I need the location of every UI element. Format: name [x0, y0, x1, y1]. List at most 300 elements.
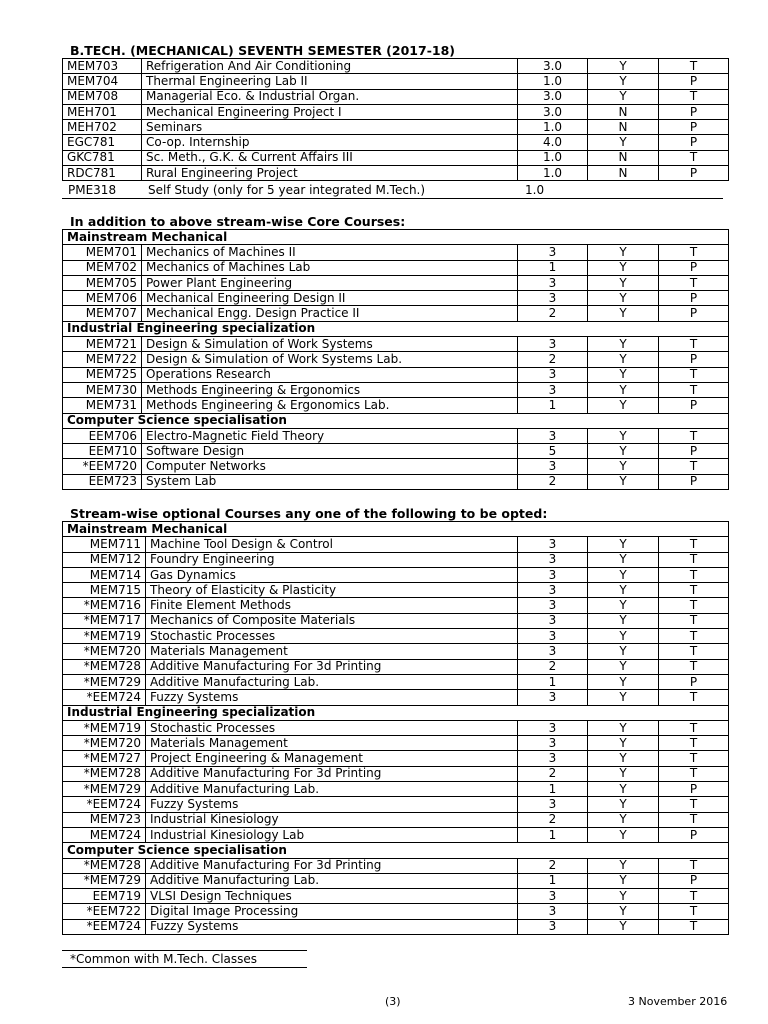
course-code: MEM725: [63, 367, 142, 382]
course-credits: 2: [518, 812, 588, 827]
course-title: Co-op. Internship: [142, 135, 518, 150]
course-exam: Y: [588, 352, 659, 367]
course-code: MEM724: [63, 827, 146, 842]
course-exam: Y: [588, 74, 659, 89]
course-exam: Y: [588, 889, 659, 904]
course-credits: 4.0: [518, 135, 588, 150]
course-type: T: [659, 150, 729, 165]
semester-course-table: [62, 58, 729, 181]
course-exam: Y: [588, 135, 659, 150]
course-credits: 3: [518, 797, 588, 812]
section-title: Industrial Engineering specialization: [63, 705, 729, 720]
course-credits: 3: [518, 644, 588, 659]
course-credits: 2: [518, 766, 588, 781]
course-code: MEM721: [63, 337, 142, 352]
course-code: MEM714: [63, 567, 146, 582]
course-type: P: [659, 398, 729, 413]
section-title: Mainstream Mechanical: [63, 522, 729, 537]
course-code: MEM702: [63, 260, 142, 275]
course-type: T: [659, 598, 729, 613]
course-title: Thermal Engineering Lab II: [142, 74, 518, 89]
course-row: [63, 382, 729, 397]
course-row: [63, 135, 729, 150]
course-exam: Y: [588, 659, 659, 674]
course-type: T: [659, 889, 729, 904]
course-title: Mechanical Engg. Design Practice II: [142, 306, 518, 321]
course-type: P: [659, 782, 729, 797]
self-study-row: [62, 183, 723, 199]
course-code: *EEM724: [63, 690, 146, 705]
course-code: *MEM719: [63, 720, 146, 735]
course-title: Theory of Elasticity & Plasticity: [146, 583, 518, 598]
course-type: P: [659, 474, 729, 489]
course-credits: 2: [518, 306, 588, 321]
course-row: [63, 598, 729, 613]
course-code: RDC781: [63, 166, 142, 181]
course-title: Mechanics of Machines Lab: [142, 260, 518, 275]
course-credits: 3: [518, 275, 588, 290]
course-credits: 3: [518, 889, 588, 904]
course-code: EEM706: [63, 428, 142, 443]
course-credits: 3: [518, 367, 588, 382]
course-code: MEM715: [63, 583, 146, 598]
course-type: T: [659, 459, 729, 474]
course-credits: 3: [518, 337, 588, 352]
course-type: P: [659, 104, 729, 119]
page-number: (3): [385, 995, 401, 1008]
course-code: *MEM717: [63, 613, 146, 628]
course-credits: 3: [518, 736, 588, 751]
course-exam: Y: [588, 858, 659, 873]
course-exam: Y: [588, 59, 659, 74]
course-title: Fuzzy Systems: [146, 919, 518, 934]
course-credits: 3: [518, 459, 588, 474]
course-credits: 3.0: [518, 59, 588, 74]
course-credits: 1.0: [518, 166, 588, 181]
course-code: *MEM728: [63, 766, 146, 781]
course-type: P: [659, 166, 729, 181]
course-row: [63, 59, 729, 74]
course-title: System Lab: [142, 474, 518, 489]
course-row: [63, 459, 729, 474]
course-type: P: [659, 873, 729, 888]
course-credits: 3: [518, 382, 588, 397]
course-title: Computer Networks: [142, 459, 518, 474]
course-credits: 5: [518, 444, 588, 459]
course-row: [63, 904, 729, 919]
course-row: [63, 444, 729, 459]
course-code: *EEM720: [63, 459, 142, 474]
course-type: T: [659, 89, 729, 104]
course-type: T: [659, 382, 729, 397]
course-exam: N: [588, 150, 659, 165]
course-title: VLSI Design Techniques: [146, 889, 518, 904]
course-title: Additive Manufacturing For 3d Printing: [146, 659, 518, 674]
course-code: MEM705: [63, 275, 142, 290]
course-type: T: [659, 690, 729, 705]
course-row: [63, 120, 729, 135]
course-row: [63, 352, 729, 367]
course-code: *EEM722: [63, 904, 146, 919]
course-credits: 2: [518, 659, 588, 674]
core-course-table: [62, 229, 729, 490]
course-title: Foundry Engineering: [146, 552, 518, 567]
course-credits: 3: [518, 629, 588, 644]
course-credits: 3: [518, 537, 588, 552]
course-row: [63, 782, 729, 797]
course-row: [63, 337, 729, 352]
course-credits: 1: [518, 674, 588, 689]
course-code: MEM708: [63, 89, 142, 104]
course-row: [63, 74, 729, 89]
course-row: [63, 751, 729, 766]
course-row: [63, 613, 729, 628]
course-title: Materials Management: [146, 644, 518, 659]
course-row: [63, 674, 729, 689]
course-title: Additive Manufacturing Lab.: [146, 873, 518, 888]
course-type: T: [659, 583, 729, 598]
course-title: Managerial Eco. & Industrial Organ.: [142, 89, 518, 104]
course-row: [63, 104, 729, 119]
course-code: *EEM724: [63, 797, 146, 812]
section-row: [63, 413, 729, 428]
optional-course-table: [62, 521, 729, 935]
course-title: Mechanics of Composite Materials: [146, 613, 518, 628]
course-title: Mechanical Engineering Design II: [142, 291, 518, 306]
course-code: MEM712: [63, 552, 146, 567]
course-title: Design & Simulation of Work Systems Lab.: [142, 352, 518, 367]
course-credits: 1: [518, 827, 588, 842]
course-exam: Y: [588, 751, 659, 766]
course-type: T: [659, 659, 729, 674]
core-courses-heading: In addition to above stream-wise Core Courses:: [70, 214, 406, 229]
footnote-divider: [62, 950, 307, 951]
course-exam: Y: [588, 428, 659, 443]
course-code: *MEM719: [63, 629, 146, 644]
course-exam: Y: [588, 552, 659, 567]
course-credits: 3: [518, 613, 588, 628]
course-code: MEH702: [63, 120, 142, 135]
course-exam: Y: [588, 797, 659, 812]
course-type: T: [659, 797, 729, 812]
course-code: MEM704: [63, 74, 142, 89]
course-exam: Y: [588, 827, 659, 842]
course-type: T: [659, 919, 729, 934]
course-type: T: [659, 751, 729, 766]
course-credits: 1.0: [518, 74, 588, 89]
course-exam: Y: [588, 674, 659, 689]
course-title: Rural Engineering Project: [142, 166, 518, 181]
course-code: *MEM729: [63, 782, 146, 797]
course-code: GKC781: [63, 150, 142, 165]
section-row: [63, 522, 729, 537]
course-type: P: [659, 352, 729, 367]
course-code: *MEM716: [63, 598, 146, 613]
course-row: [63, 720, 729, 735]
course-title: Machine Tool Design & Control: [146, 537, 518, 552]
course-type: P: [659, 260, 729, 275]
course-type: T: [659, 552, 729, 567]
course-row: [63, 306, 729, 321]
course-code: *MEM720: [63, 736, 146, 751]
course-title: Mechanical Engineering Project I: [142, 104, 518, 119]
course-type: T: [659, 59, 729, 74]
course-code: MEM706: [63, 291, 142, 306]
course-credits: 3: [518, 690, 588, 705]
course-title: Materials Management: [146, 736, 518, 751]
course-row: [63, 690, 729, 705]
section-title: Computer Science specialisation: [63, 843, 729, 858]
course-title: Finite Element Methods: [146, 598, 518, 613]
course-row: [63, 567, 729, 582]
course-row: [63, 260, 729, 275]
course-type: T: [659, 367, 729, 382]
course-row: [63, 428, 729, 443]
course-credits: 3: [518, 428, 588, 443]
course-row: [63, 150, 729, 165]
course-type: T: [659, 613, 729, 628]
course-exam: Y: [588, 644, 659, 659]
course-type: T: [659, 629, 729, 644]
course-type: T: [659, 537, 729, 552]
course-exam: Y: [588, 690, 659, 705]
course-code: *MEM729: [63, 674, 146, 689]
course-title: Fuzzy Systems: [146, 690, 518, 705]
course-exam: Y: [588, 736, 659, 751]
course-credits: 1: [518, 782, 588, 797]
course-code: MEM703: [63, 59, 142, 74]
course-type: P: [659, 120, 729, 135]
course-row: [63, 873, 729, 888]
section-row: [63, 705, 729, 720]
course-credits: 1: [518, 260, 588, 275]
course-credits: 1.0: [518, 150, 588, 165]
course-exam: Y: [588, 873, 659, 888]
course-row: [63, 367, 729, 382]
course-exam: Y: [588, 382, 659, 397]
course-row: [63, 766, 729, 781]
course-credits: 2: [518, 858, 588, 873]
course-title: Electro-Magnetic Field Theory: [142, 428, 518, 443]
course-type: T: [659, 766, 729, 781]
course-type: P: [659, 827, 729, 842]
course-title: Seminars: [142, 120, 518, 135]
section-row: [63, 230, 729, 245]
course-exam: Y: [588, 367, 659, 382]
course-row: [63, 797, 729, 812]
course-row: [63, 812, 729, 827]
course-credits: 3: [518, 583, 588, 598]
course-code: *MEM720: [63, 644, 146, 659]
course-title: Additive Manufacturing Lab.: [146, 782, 518, 797]
course-title: Sc. Meth., G.K. & Current Affairs III: [142, 150, 518, 165]
course-title: Industrial Kinesiology Lab: [146, 827, 518, 842]
course-title: Software Design: [142, 444, 518, 459]
course-type: T: [659, 275, 729, 290]
course-code: EEM710: [63, 444, 142, 459]
course-title: Stochastic Processes: [146, 629, 518, 644]
course-type: T: [659, 858, 729, 873]
course-exam: Y: [588, 629, 659, 644]
course-exam: Y: [588, 904, 659, 919]
course-credits: 3: [518, 919, 588, 934]
course-exam: Y: [588, 766, 659, 781]
course-row: [63, 552, 729, 567]
course-title: Gas Dynamics: [146, 567, 518, 582]
course-exam: Y: [588, 583, 659, 598]
course-title: Methods Engineering & Ergonomics Lab.: [142, 398, 518, 413]
course-exam: Y: [588, 245, 659, 260]
course-exam: Y: [588, 260, 659, 275]
course-type: P: [659, 306, 729, 321]
course-row: [63, 644, 729, 659]
course-row: [63, 583, 729, 598]
course-credits: 2: [518, 352, 588, 367]
course-code: MEM730: [63, 382, 142, 397]
course-code: MEM711: [63, 537, 146, 552]
optional-courses-heading: Stream-wise optional Courses any one of the following to be opted:: [70, 506, 548, 521]
self-study-title: Self Study (only for 5 year integrated M.Tech.): [148, 183, 426, 197]
course-code: MEM723: [63, 812, 146, 827]
course-type: P: [659, 135, 729, 150]
course-exam: Y: [588, 444, 659, 459]
course-code: *MEM727: [63, 751, 146, 766]
course-type: T: [659, 428, 729, 443]
course-type: T: [659, 644, 729, 659]
course-title: Additive Manufacturing For 3d Printing: [146, 858, 518, 873]
course-type: T: [659, 245, 729, 260]
course-credits: 3: [518, 552, 588, 567]
course-row: [63, 889, 729, 904]
course-title: Power Plant Engineering: [142, 275, 518, 290]
course-exam: Y: [588, 337, 659, 352]
section-title: Mainstream Mechanical: [63, 230, 729, 245]
course-code: EEM719: [63, 889, 146, 904]
course-code: EGC781: [63, 135, 142, 150]
course-exam: Y: [588, 537, 659, 552]
course-type: T: [659, 736, 729, 751]
course-credits: 3: [518, 245, 588, 260]
course-title: Operations Research: [142, 367, 518, 382]
course-credits: 3: [518, 291, 588, 306]
course-type: T: [659, 720, 729, 735]
course-type: T: [659, 904, 729, 919]
course-row: [63, 736, 729, 751]
course-exam: Y: [588, 812, 659, 827]
course-row: [63, 827, 729, 842]
course-title: Methods Engineering & Ergonomics: [142, 382, 518, 397]
course-exam: Y: [588, 275, 659, 290]
course-type: P: [659, 674, 729, 689]
course-exam: Y: [588, 567, 659, 582]
course-type: T: [659, 337, 729, 352]
course-code: MEM707: [63, 306, 142, 321]
course-exam: Y: [588, 782, 659, 797]
course-row: [63, 858, 729, 873]
self-study-code: PME318: [68, 183, 117, 197]
course-type: T: [659, 567, 729, 582]
course-title: Mechanics of Machines II: [142, 245, 518, 260]
footnote: *Common with M.Tech. Classes: [70, 952, 258, 966]
course-row: [63, 919, 729, 934]
course-row: [63, 398, 729, 413]
course-exam: N: [588, 104, 659, 119]
course-credits: 3: [518, 598, 588, 613]
course-credits: 1: [518, 873, 588, 888]
course-code: *EEM724: [63, 919, 146, 934]
course-code: MEH701: [63, 104, 142, 119]
course-code: MEM701: [63, 245, 142, 260]
course-credits: 3.0: [518, 104, 588, 119]
section-title: Industrial Engineering specialization: [63, 321, 729, 336]
course-credits: 1: [518, 398, 588, 413]
course-row: [63, 474, 729, 489]
document-date: 3 November 2016: [628, 995, 728, 1008]
course-credits: 3: [518, 567, 588, 582]
course-row: [63, 275, 729, 290]
course-code: *MEM729: [63, 873, 146, 888]
course-exam: N: [588, 166, 659, 181]
section-row: [63, 321, 729, 336]
course-exam: Y: [588, 474, 659, 489]
course-type: T: [659, 812, 729, 827]
course-credits: 3: [518, 751, 588, 766]
course-title: Additive Manufacturing For 3d Printing: [146, 766, 518, 781]
course-code: *MEM728: [63, 858, 146, 873]
course-type: P: [659, 74, 729, 89]
course-row: [63, 89, 729, 104]
course-code: *MEM728: [63, 659, 146, 674]
course-title: Design & Simulation of Work Systems: [142, 337, 518, 352]
course-exam: Y: [588, 613, 659, 628]
course-row: [63, 291, 729, 306]
course-exam: Y: [588, 306, 659, 321]
course-title: Project Engineering & Management: [146, 751, 518, 766]
course-row: [63, 166, 729, 181]
course-title: Digital Image Processing: [146, 904, 518, 919]
course-exam: Y: [588, 720, 659, 735]
course-credits: 3: [518, 904, 588, 919]
course-credits: 3: [518, 720, 588, 735]
course-exam: Y: [588, 89, 659, 104]
course-code: MEM722: [63, 352, 142, 367]
course-row: [63, 659, 729, 674]
course-code: EEM723: [63, 474, 142, 489]
course-title: Additive Manufacturing Lab.: [146, 674, 518, 689]
course-exam: Y: [588, 291, 659, 306]
section-title: Computer Science specialisation: [63, 413, 729, 428]
course-title: Fuzzy Systems: [146, 797, 518, 812]
course-row: [63, 629, 729, 644]
course-title: Industrial Kinesiology: [146, 812, 518, 827]
course-credits: 3.0: [518, 89, 588, 104]
course-type: P: [659, 444, 729, 459]
section-row: [63, 843, 729, 858]
course-row: [63, 537, 729, 552]
course-credits: 1.0: [518, 120, 588, 135]
footnote-divider: [62, 967, 307, 968]
course-row: [63, 245, 729, 260]
course-exam: Y: [588, 919, 659, 934]
course-exam: Y: [588, 598, 659, 613]
course-credits: 2: [518, 474, 588, 489]
self-study-credits: 1.0: [525, 183, 545, 197]
course-type: P: [659, 291, 729, 306]
course-exam: Y: [588, 459, 659, 474]
course-title: Refrigeration And Air Conditioning: [142, 59, 518, 74]
course-exam: N: [588, 120, 659, 135]
course-title: Stochastic Processes: [146, 720, 518, 735]
